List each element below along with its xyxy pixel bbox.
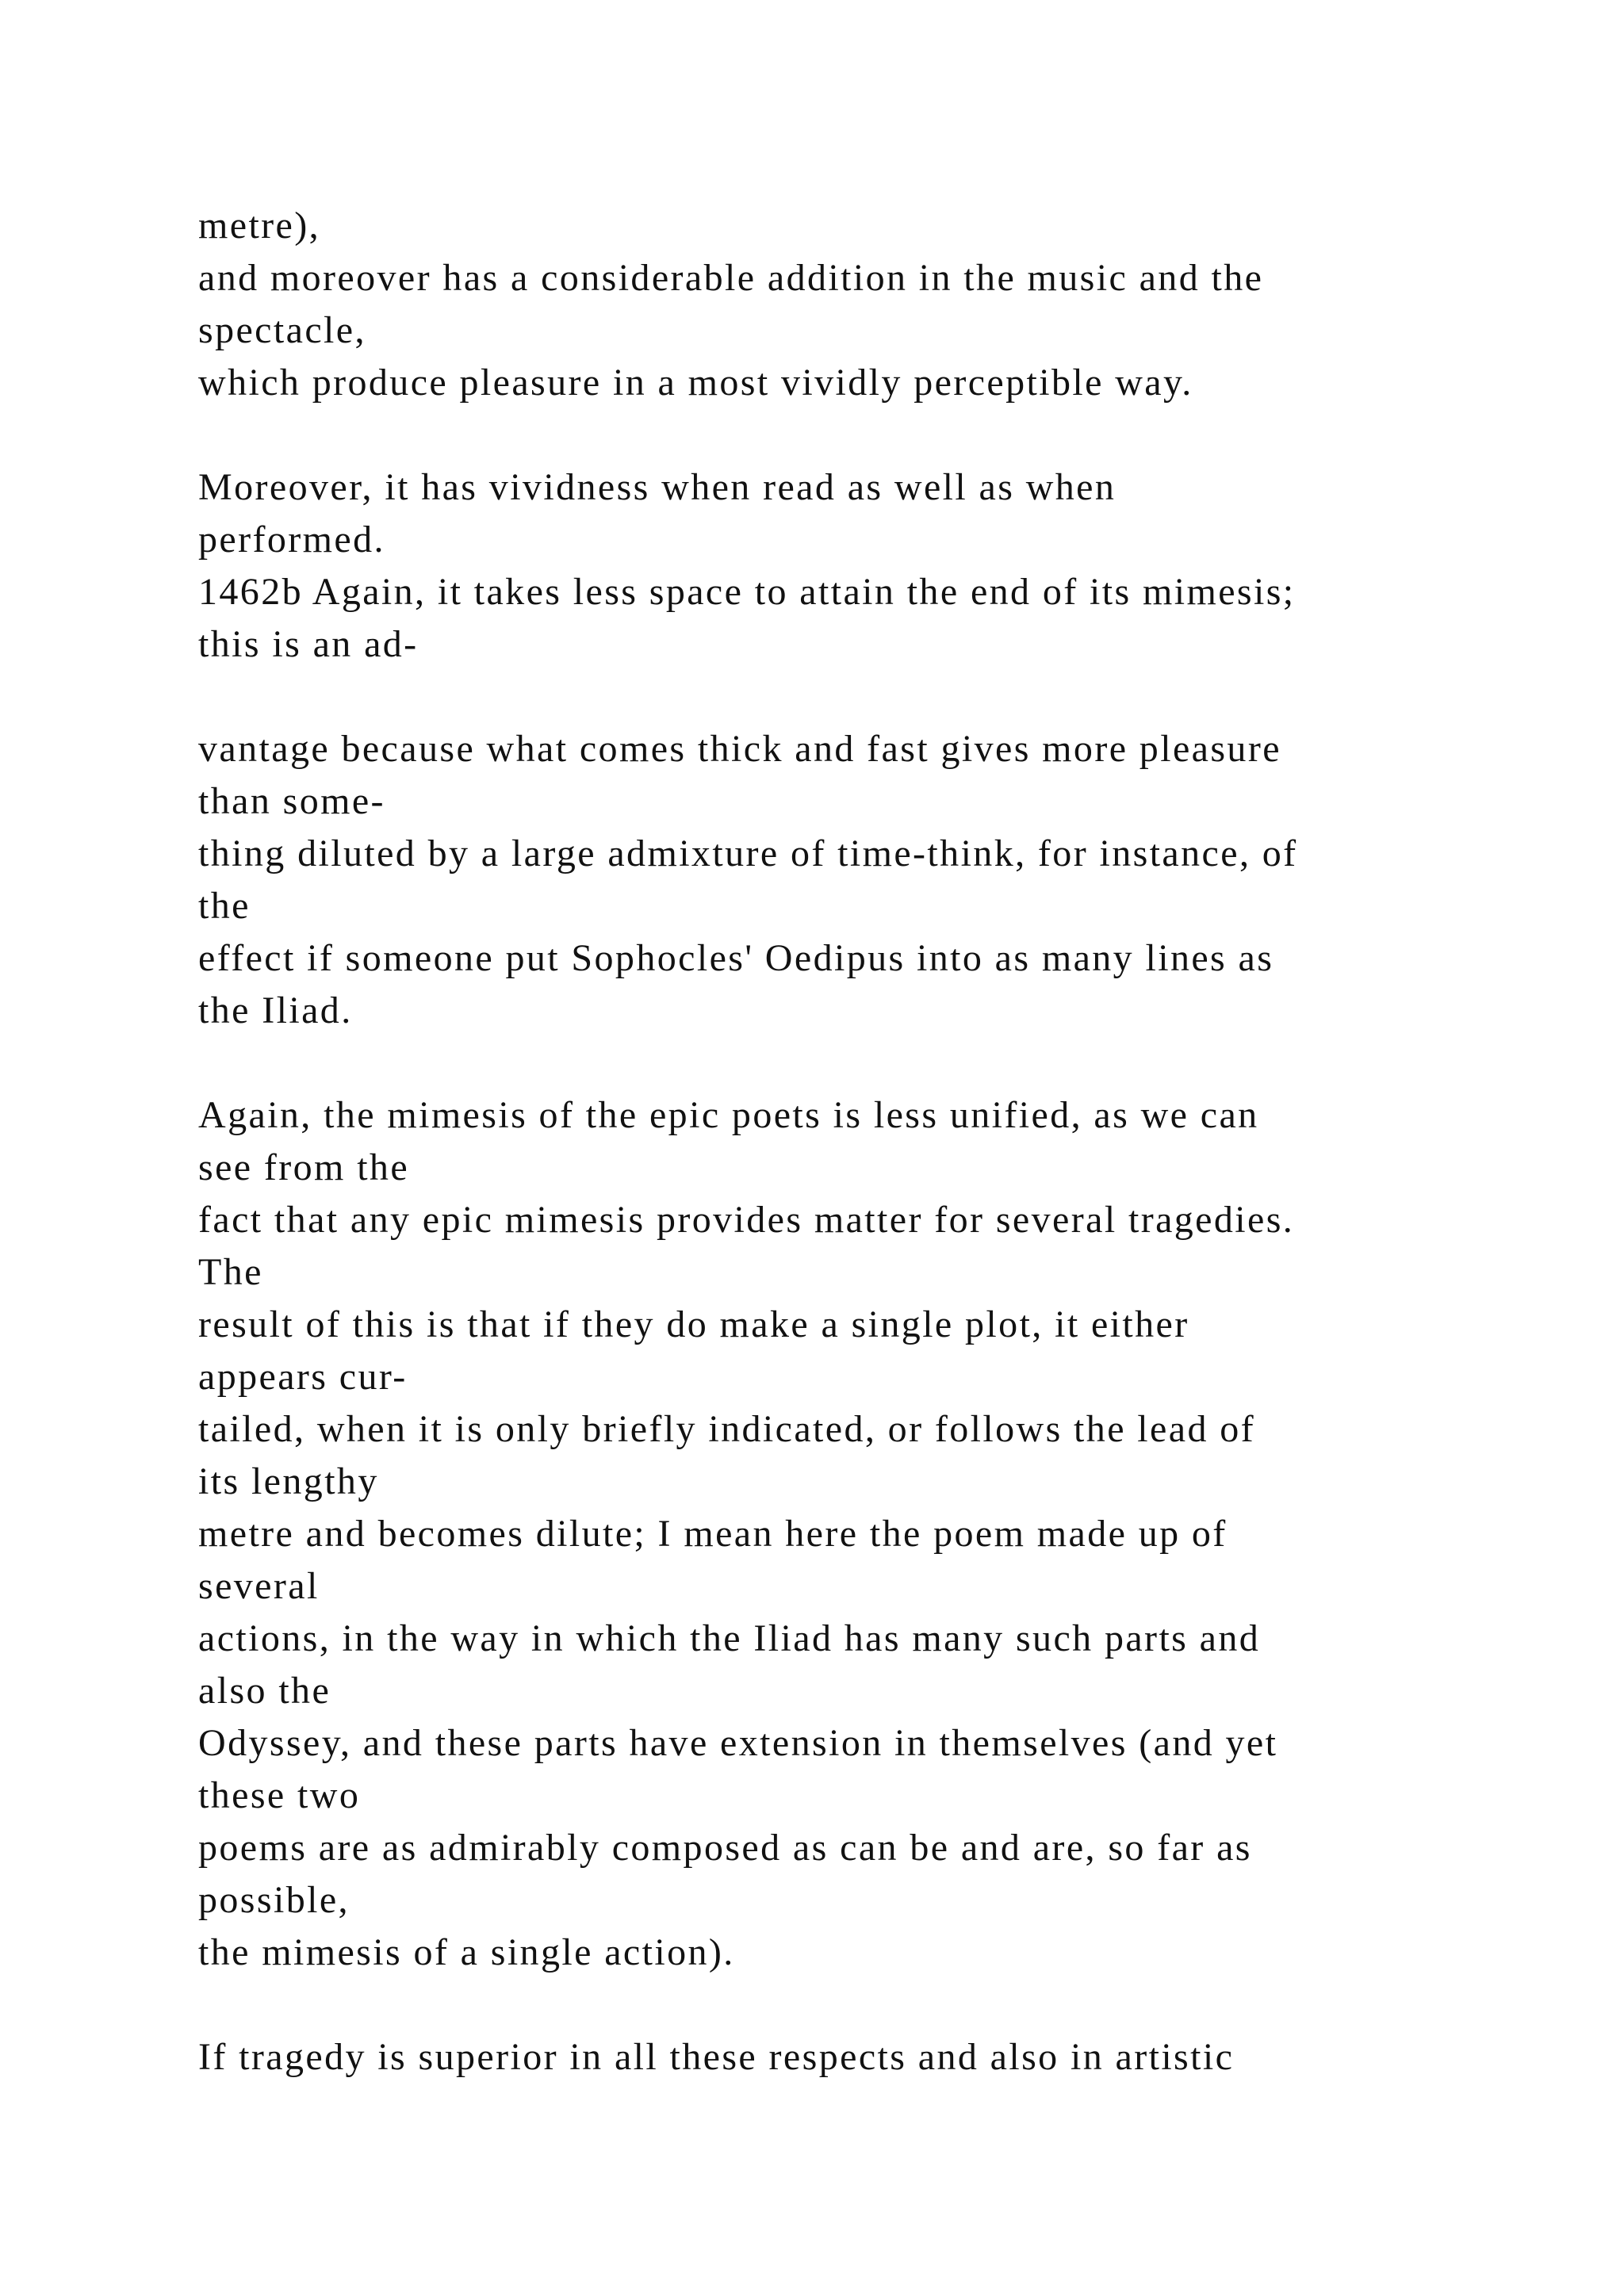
text-line: this is an ad- [198, 623, 419, 665]
paragraph-break [198, 1979, 1562, 2031]
text-line: Again, the mimesis of the epic poets is less unified, as we can [198, 1094, 1259, 1136]
text-line: these two [198, 1774, 361, 1816]
text-line: thing diluted by a large admixture of time-think, for instance, of [198, 832, 1298, 874]
paragraph-break [198, 1037, 1562, 1089]
text-line: the Iliad. [198, 989, 353, 1031]
text-line: effect if someone put Sophocles' Oedipus into as many lines as [198, 937, 1274, 979]
text-line: performed. [198, 519, 385, 561]
text-line: and moreover has a considerable addition in the music and the [198, 257, 1264, 299]
text-line: than some- [198, 780, 385, 822]
text-line: which produce pleasure in a most vividly perceptible way. [198, 362, 1193, 404]
text-line: 1462b Again, it takes less space to attain the end of its mimesis; [198, 571, 1296, 613]
text-line: actions, in the way in which the Iliad has many such parts and [198, 1617, 1261, 1659]
text-line: result of this is that if they do make a single plot, it either [198, 1303, 1189, 1345]
paragraph-break [198, 671, 1562, 723]
text-line: metre and becomes dilute; I mean here the poem made up of [198, 1513, 1228, 1555]
text-line: the mimesis of a single action). [198, 1931, 735, 1973]
text-line: vantage because what comes thick and fast gives more pleasure [198, 728, 1281, 770]
text-line: If tragedy is superior in all these respects and also in artistic [198, 2036, 1235, 2078]
text-line: also the [198, 1670, 331, 1712]
text-line: spectacle, [198, 309, 366, 351]
text-line: tailed, when it is only briefly indicated, or follows the lead of [198, 1408, 1256, 1450]
text-line: fact that any epic mimesis provides matter for several tragedies. [198, 1199, 1295, 1241]
paragraph-break [198, 409, 1562, 461]
text-line: appears cur- [198, 1356, 408, 1398]
text-line: its lengthy [198, 1460, 379, 1502]
text-line: possible, [198, 1879, 350, 1921]
text-line: the [198, 885, 251, 927]
text-line: poems are as admirably composed as can be and are, so far as [198, 1827, 1252, 1869]
text-line: Odyssey, and these parts have extension in themselves (and yet [198, 1722, 1278, 1764]
body-text [198, 200, 1562, 2084]
text-line: The [198, 1251, 263, 1293]
text-line: metre), [198, 205, 321, 247]
text-line: Moreover, it has vividness when read as well as when [198, 466, 1116, 508]
text-line: see from the [198, 1146, 410, 1188]
text-line: several [198, 1565, 320, 1607]
